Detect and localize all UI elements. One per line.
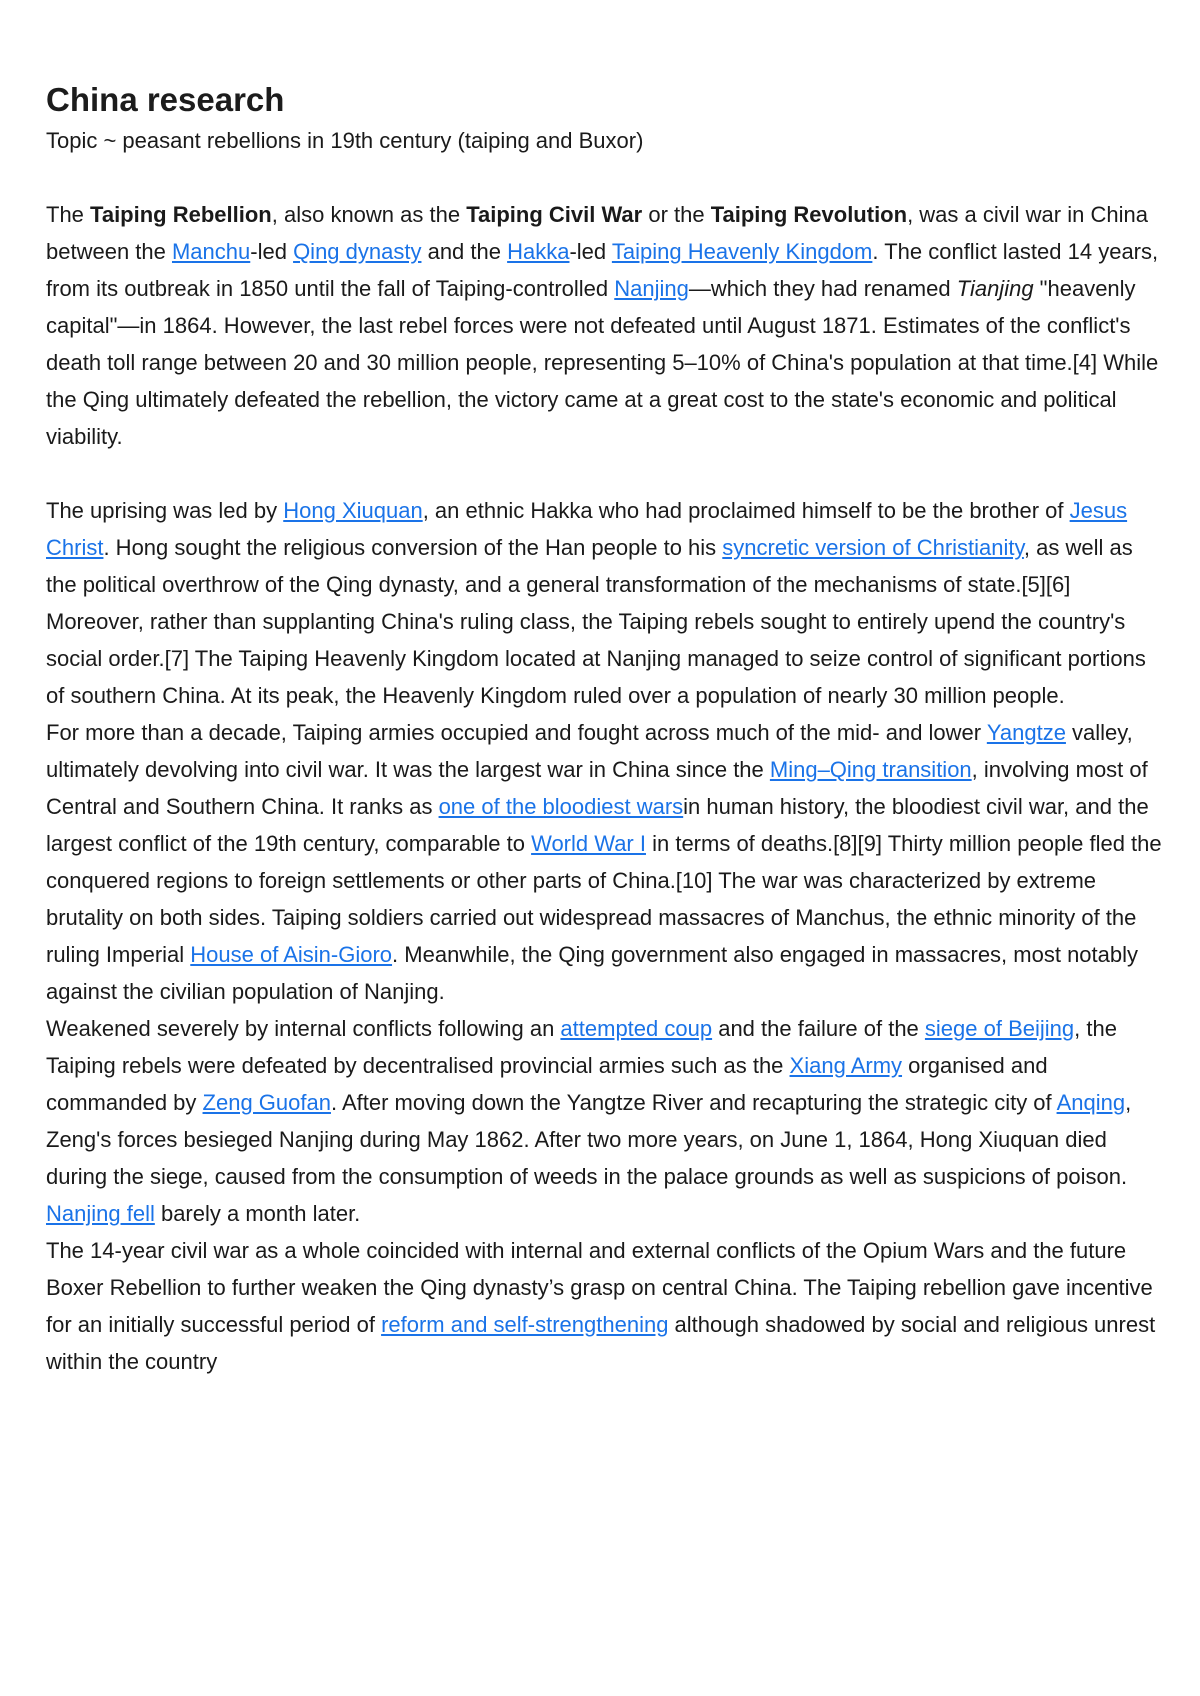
- italic-term: Tianjing: [956, 276, 1034, 301]
- link-zeng-guofan[interactable]: Zeng Guofan: [202, 1090, 331, 1115]
- text: —which they had renamed: [688, 276, 957, 301]
- link-qing-dynasty[interactable]: Qing dynasty: [293, 239, 422, 264]
- text: , was a civil war in China between the: [46, 202, 1148, 264]
- text: although shadowed by social and religious unrest within the country: [46, 1312, 1156, 1374]
- link-attempted-coup[interactable]: attempted coup: [560, 1016, 713, 1041]
- link-house-of-aisin-gioro[interactable]: House of Aisin-Gioro: [190, 942, 393, 967]
- text: , Zeng's forces besieged Nanjing during May 1862. After two more years, on June 1, 1864, Hong Xiuquan died during the siege, caused from the consumption of weeds in the palace grounds as well as suspicions of poison.: [46, 1090, 1132, 1189]
- text: in human history, the bloodiest civil war, and the largest conflict of the 19th century, comparable to: [46, 794, 1149, 856]
- text: . The conflict lasted 14 years, from its outbreak in 1850 until the fall of Taiping-controlled: [46, 239, 1159, 301]
- link-yangtze[interactable]: Yangtze: [986, 720, 1066, 745]
- text: and the: [421, 239, 508, 264]
- text: "heavenly capital"—in 1864. However, the last rebel forces were not defeated until August 1871. Estimates of the conflict's death toll range between 20 and 30 million people, representing 5–10% of China's population at that time.[4] While the Qing ultimately defeated the rebellion, the victory came at a great cost to the state's economic and political viability.: [46, 276, 1159, 449]
- text: , as well as the political overthrow of the Qing dynasty, and a general transformation of the mechanisms of state.[5][6] Moreover, rather than supplanting China's ruling class, the Taiping rebels sought to entirely upend the country's social order.[7] The Taiping Heavenly Kingdom located at Nanjing managed to seize control of significant portions of southern China. At its peak, the Heavenly Kingdom ruled over a population of nearly 30 million people.: [46, 535, 1146, 708]
- paragraph-taiping-overview: [46, 196, 1166, 455]
- link-syncretic-christianity[interactable]: syncretic version of Christianity: [722, 535, 1024, 560]
- paragraph-war-scale: [46, 714, 1166, 1010]
- link-xiang-army[interactable]: Xiang Army: [789, 1053, 903, 1078]
- link-manchu[interactable]: Manchu: [171, 239, 251, 264]
- link-siege-of-beijing[interactable]: siege of Beijing: [924, 1016, 1075, 1041]
- spacer: [46, 455, 1166, 492]
- bold-term: Taiping Revolution: [710, 202, 908, 227]
- link-bloodiest-wars[interactable]: one of the bloodiest wars: [438, 794, 684, 819]
- document-page: [46, 78, 1166, 1380]
- link-anqing[interactable]: Anqing: [1056, 1090, 1126, 1115]
- text: Weakened severely by internal conflicts following an: [46, 1016, 561, 1041]
- link-nanjing[interactable]: Nanjing: [614, 276, 689, 301]
- link-hakka[interactable]: Hakka: [507, 239, 570, 264]
- link-ming-qing-transition[interactable]: Ming–Qing transition: [769, 757, 972, 782]
- text: . After moving down the Yangtze River and recapturing the strategic city of: [330, 1090, 1057, 1115]
- text: organised and commanded by: [46, 1053, 1048, 1115]
- paragraph-defeat: [46, 1010, 1166, 1232]
- text: , an ethnic Hakka who had proclaimed himself to be the brother of: [422, 498, 1070, 523]
- page-title: China research: [46, 81, 285, 118]
- link-taiping-heavenly-kingdom[interactable]: Taiping Heavenly Kingdom: [611, 239, 873, 264]
- text: , also known as the: [271, 202, 467, 227]
- spacer: [46, 159, 1166, 196]
- bold-term: Taiping Civil War: [466, 202, 643, 227]
- link-reform-self-strengthening[interactable]: reform and self-strengthening: [381, 1312, 669, 1337]
- text: valley, ultimately devolving into civil war. It was the largest war in China since the: [46, 720, 1133, 782]
- text: in terms of deaths.[8][9] Thirty million people fled the conquered regions to foreign settlements or other parts of China.[10] The war was characterized by extreme brutality on both sides. Taiping soldiers carried out widespread massacres of Manchus, the ethnic minority of the ruling Imperial: [46, 831, 1162, 967]
- paragraph-uprising: [46, 492, 1166, 714]
- text: The: [46, 202, 91, 227]
- text: . Hong sought the religious conversion of the Han people to his: [103, 535, 723, 560]
- text: -led: [250, 239, 294, 264]
- text: , the Taiping rebels were defeated by decentralised provincial armies such as the: [46, 1016, 1117, 1078]
- bold-term: Taiping Rebellion: [90, 202, 272, 227]
- text: and the failure of the: [712, 1016, 925, 1041]
- text: The uprising was led by: [46, 498, 284, 523]
- text: . Meanwhile, the Qing government also engaged in massacres, most notably against the civilian population of Nanjing.: [46, 942, 1139, 1004]
- text: The 14-year civil war as a whole coincided with internal and external conflicts of the Opium Wars and the future Boxer Rebellion to further weaken the Qing dynasty’s grasp on central China. The Taiping rebellion gave incentive for an initially successful period of: [46, 1238, 1153, 1337]
- text: barely a month later.: [154, 1201, 361, 1226]
- text: or the: [642, 202, 711, 227]
- text: , involving most of Central and Southern China. It ranks as: [46, 757, 1148, 819]
- link-world-war-i[interactable]: World War I: [531, 831, 646, 856]
- link-hong-xiuquan[interactable]: Hong Xiuquan: [283, 498, 423, 523]
- link-jesus-christ[interactable]: Jesus Christ: [46, 498, 1128, 560]
- text: For more than a decade, Taiping armies occupied and fought across much of the mid- and lower: [46, 720, 987, 745]
- link-nanjing-fell[interactable]: Nanjing fell: [46, 1201, 155, 1226]
- paragraph-aftermath: [46, 1232, 1166, 1380]
- page-subtitle: Topic ~ peasant rebellions in 19th century (taiping and Buxor): [46, 128, 644, 153]
- text: -led: [569, 239, 612, 264]
